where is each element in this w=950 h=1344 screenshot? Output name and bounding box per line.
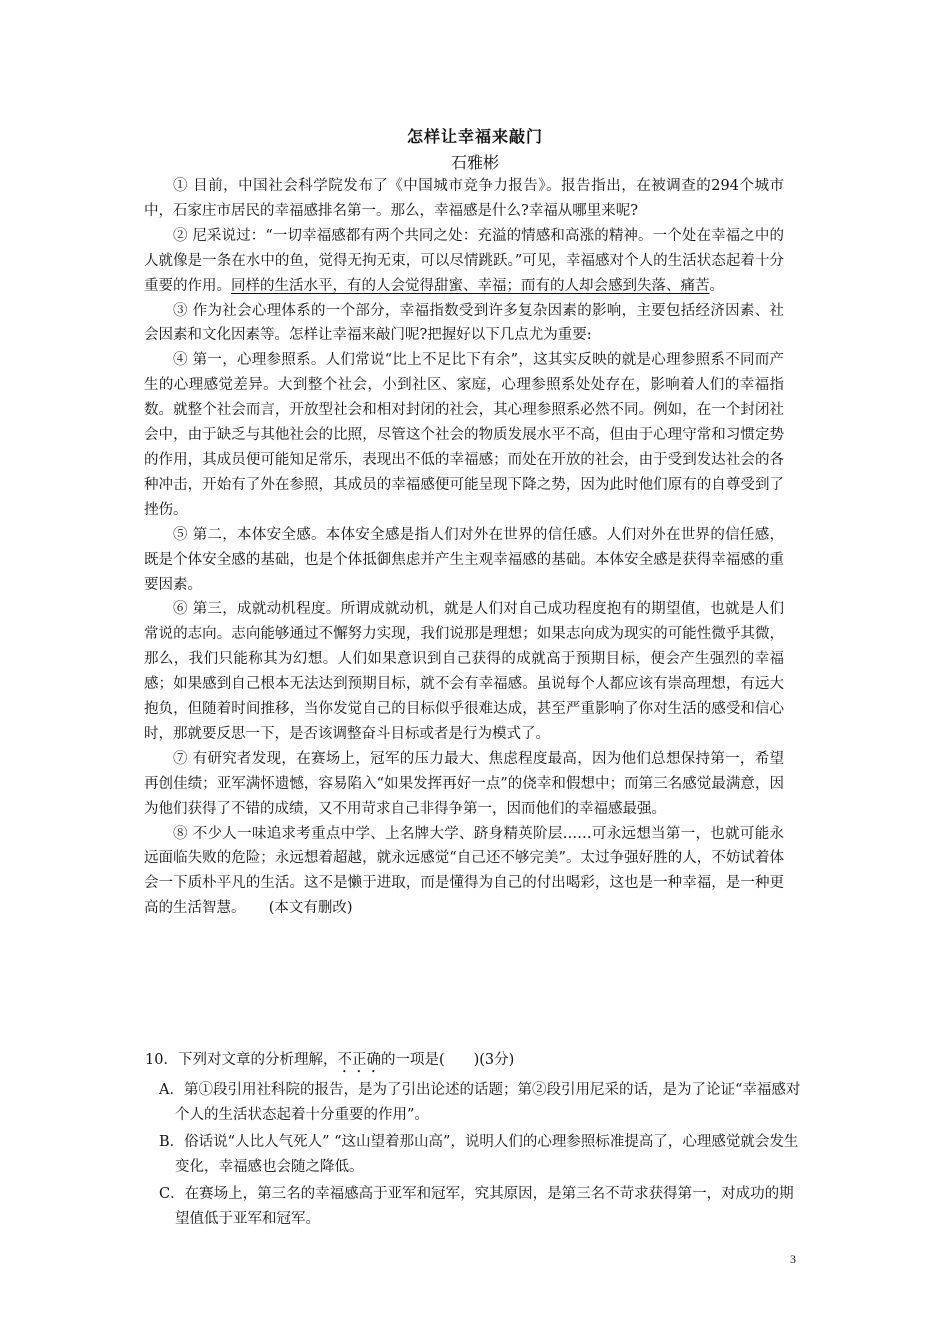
question-prefix: 10．下列对文章的分析理解， [145,1052,338,1068]
question-suffix: 的一项是( )(3分) [380,1052,515,1068]
article-author: 石雅彬 [450,153,499,172]
underlined-sentence: 同样的生活水平，有的人会觉得甜蜜、幸福；而有的人却会感到失落、痛苦 [231,277,710,294]
paragraph-2-text: ② 尼采说过：“一切幸福感都有两个共同之处：充溢的情感和高涨的精神。一个处在幸福之中的人就像是一条在水中的鱼，觉得无拘无束，可以尽情跳跃。”可见，幸福感对个人的生活状态起着十分重要的作用。 [144,227,784,294]
paragraph-8 [144,822,784,922]
question-stem [145,1048,805,1076]
paragraph-2 [144,224,784,299]
abridged-note: (本文有删改) [268,900,353,917]
paragraph-2-end: 。 [709,277,724,294]
paragraph-6: ⑥ 第三，成就动机程度。所谓成就动机，就是人们对自己成功程度抱有的期望值，也就是人们常说的志向。志向能够通过不懈努力实现，我们说那是理想；如果志向成为现实的可能性微乎其微，那么，我们只能称其为幻想。人们如果意识到自己获得的成就高于预期目标，便会产生强烈的幸福感；如果感到自己根本无法达到预期目标，就不会有幸福感。虽说每个人都应该有崇高理想，有远大抱负，但随着时间推移，当你发觉自己的目标似乎很难达成，甚至严重影响了你对生活的感受和信心时，那就要反思一下，是否该调整奋斗目标或者是行为模式了。 [144,601,784,742]
paragraph-5: ⑤ 第二，本体安全感。本体安全感是指人们对外在世界的信任感。人们对外在世界的信任感，既是个体安全感的基础，也是个体抵御焦虑并产生主观幸福感的基础。本体安全感是获得幸福感的重要因素。 [144,526,784,593]
paragraph-7: ⑦ 有研究者发现，在赛场上，冠军的压力最大、焦虑程度最高，因为他们总想保持第一，希望再创佳绩；亚军满怀遗憾，容易陷入“如果发挥再好一点”的侥幸和假想中；而第三名感觉最满意，因为他们获得了不错的成绩，又不用苛求自己非得争第一，因而他们的幸福感最强。 [144,750,784,817]
paragraph-4: ④ 第一，心理参照系。人们常说“比上不足比下有余”，这其实反映的就是心理参照系不同而产生的心理感觉差异。大到整个社会，小到社区、家庭，心理参照系处处存在，影响着人们的幸福指数。就整个社会而言，开放型社会和相对封闭的社会，其心理参照系必然不同。例如，在一个封闭社会中，由于缺乏与其他社会的比照，尽管这个社会的物质发展水平不高，但由于心理守常和习惯定势的作用，其成员便可能知足常乐，表现出不低的幸福感；而处在开放的社会，由于受到发达社会的各种冲击，开始有了外在参照，其成员的幸福感便可能呈现下降之势，因为此时他们原有的自尊受到了挫伤。 [144,352,784,518]
option-a: A．第①段引用社科院的报告，是为了引出论述的话题；第②段引用尼采的话，是为了论证“幸福感对个人的生活状态起着十分重要的作用”。 [159,1082,801,1123]
question-10 [145,1048,805,1231]
page-number: 3 [790,1252,796,1266]
paragraph-3: ③ 作为社会心理体系的一个部分，幸福指数受到许多复杂因素的影响，主要包括经济因素、社会因素和文化因素等。怎样让幸福来敲门呢?把握好以下几点尤为重要: [144,302,784,344]
paragraph-1: ① 目前，中国社会科学院发布了《中国城市竞争力报告》。报告指出，在被调查的294个城市中，石家庄市居民的幸福感排名第一。那么，幸福感是什么?幸福从哪里来呢? [144,178,784,219]
question-emphasis: 不正确 [337,1052,381,1068]
option-c: C．在赛场上，第三名的幸福感高于亚军和冠军，究其原因，是第三名不苛求获得第一，对成功的期望值低于亚军和冠军。 [159,1185,794,1227]
paragraph-8-text: ⑧ 不少人一味追求考重点中学、上名牌大学、跻身精英阶层……可永远想当第一，也就可能永远面临失败的危险；永远想着超越，就永远感觉“自己还不够完美”。太过争强好胜的人，不妨试着体会一下质朴平凡的生活。这不是懒于进取，而是懂得为自己的付出喝彩，这也是一种幸福，是一种更高的生活智慧。 [144,825,784,917]
article-body [144,174,784,921]
option-b: B．俗话说“人比人气死人” “这山望着那山高”，说明人们的心理参照标准提高了，心理感觉就会发生变化，幸福感也会随之降低。 [159,1133,799,1175]
article-title: 怎样让幸福来敲门 [406,127,543,146]
